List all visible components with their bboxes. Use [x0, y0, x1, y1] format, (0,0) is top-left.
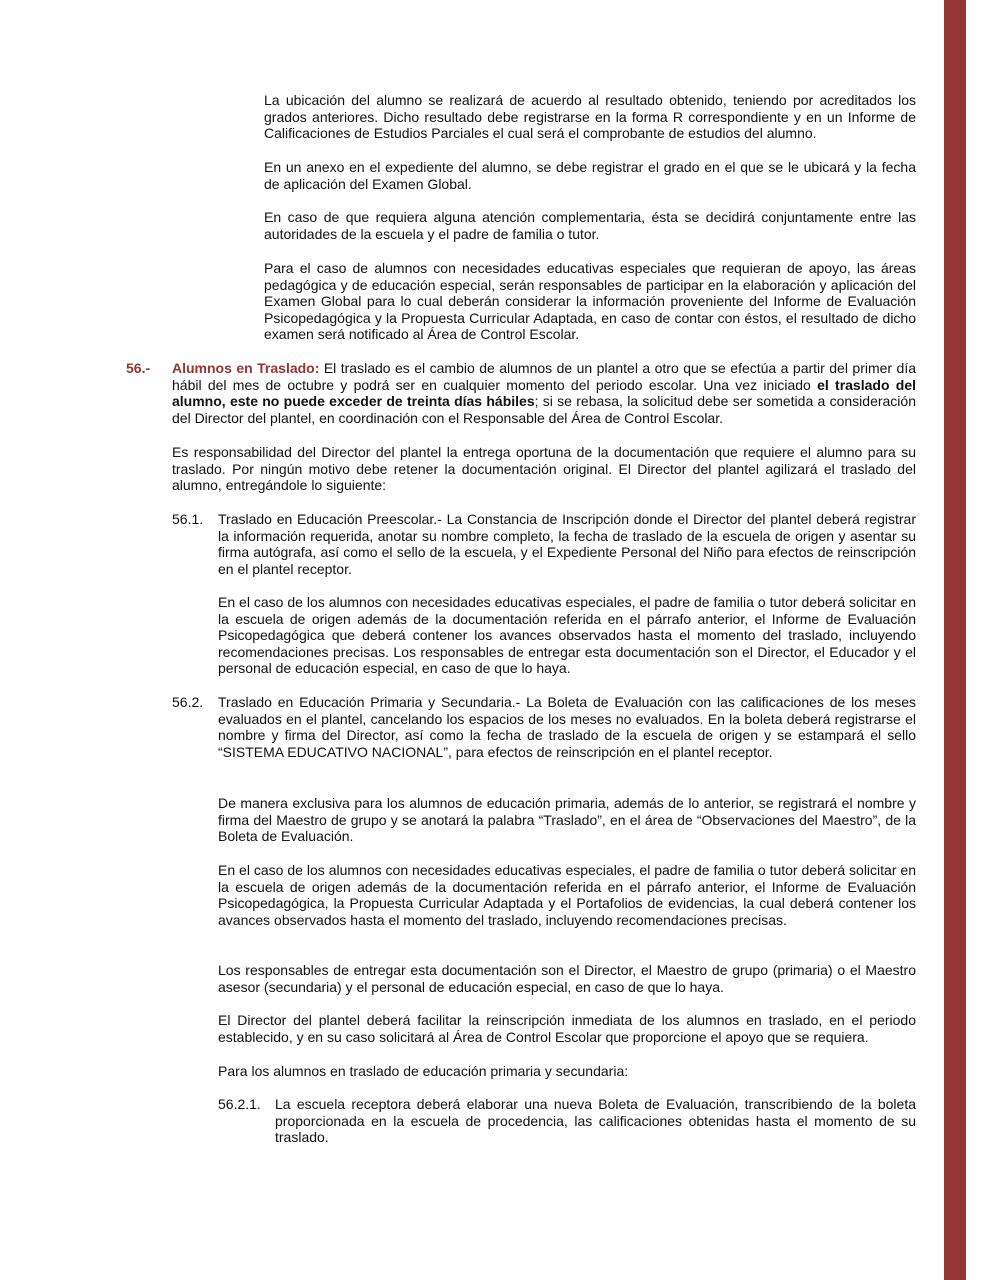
item-56-2-paragraph-2: De manera exclusiva para los alumnos de educación primaria, además de lo anterior, se registrará el nombre y firma del Maestro de grupo y se anotará la palabra “Traslado”, en el área de “Observaciones del Maestro”, de la Boleta de Evaluación. [218, 795, 916, 845]
item-56-2-paragraph-6: Para los alumnos en traslado de educación primaria y secundaria: [218, 1063, 629, 1079]
item-56-2-number: 56.2. [172, 694, 204, 710]
section-paragraph-1 [172, 360, 916, 426]
item-56-2-paragraph-1: Traslado en Educación Primaria y Secundaria.- La Boleta de Evaluación con las calificaciones de los meses evaluados en el plantel, cancelando los espacios de los meses no evaluados. En la boleta deberá registrarse el nombre y firma del Director, así como la fecha de traslado de la escuela de origen y se estampará el sello “SISTEMA EDUCATIVO NACIONAL”, para efectos de reinscripción en el plantel receptor. [218, 694, 916, 760]
decorative-side-bar [944, 0, 966, 1280]
section-text-b: ; si se rebasa, la solicitud debe ser sometida a consideración del Director del plantel, en coordinación con el Responsable del Área de Control Escolar. [172, 393, 916, 426]
item-56-1-number: 56.1. [172, 511, 204, 527]
intro-paragraph-2: En un anexo en el expediente del alumno, se debe registrar el grado en el que se le ubicará y la fecha de aplicación del Examen Global. [264, 159, 916, 192]
intro-paragraph-4: Para el caso de alumnos con necesidades educativas especiales que requieran de apoyo, las áreas pedagógica y de educación especial, serán responsables de participar en la elaboración y aplicación del Examen Global para lo cual deberán considerar la información proveniente del Informe de Evaluación Psicopedagógica y la Propuesta Curricular Adaptada, en caso de contar con éstos, el resultado de dicho examen será notificado al Área de Control Escolar. [264, 260, 916, 343]
item-56-2-paragraph-3: En el caso de los alumnos con necesidades educativas especiales, el padre de familia o tutor deberá solicitar en la escuela de origen además de la documentación referida en el párrafo anterior, el Informe de Evaluación Psicopedagógica, la Propuesta Curricular Adaptada y el Portafolios de evidencias, la cual deberá contener los avances observados hasta el momento del traslado, incluyendo recomendaciones precisas. [218, 862, 916, 928]
item-56-2-1-number: 56.2.1. [218, 1096, 261, 1112]
intro-paragraph-3: En caso de que requiera alguna atención complementaria, ésta se decidirá conjuntamente entre las autoridades de la escuela y el padre de familia o tutor. [264, 209, 916, 242]
section-number: 56.- [126, 360, 151, 376]
item-56-2-1-text: La escuela receptora deberá elaborar una nueva Boleta de Evaluación, transcribiendo de la boleta proporcionada en la escuela de procedencia, las calificaciones obtenidas hasta el momento de su traslado. [275, 1096, 916, 1146]
section-paragraph-2: Es responsabilidad del Director del plantel la entrega oportuna de la documentación que requiere el alumno para su traslado. Por ningún motivo debe retener la documentación original. El Director del plantel agilizará el traslado del alumno, entregándole lo siguiente: [172, 444, 916, 494]
item-56-1-paragraph-1: Traslado en Educación Preescolar.- La Constancia de Inscripción donde el Director del plantel deberá registrar la información requerida, anotar su nombre completo, la fecha de traslado de la escuela de origen y asentar su firma autógrafa, así como el sello de la escuela, y el Expediente Personal del Niño para efectos de reinscripción en el plantel receptor. [218, 511, 916, 577]
section-text-a: El traslado es el cambio de alumnos de un plantel a otro que se efectúa a partir del primer día hábil del mes de octubre y podrá ser en cualquier momento del periodo escolar. Una vez iniciado [172, 360, 916, 393]
intro-paragraph-1: La ubicación del alumno se realizará de acuerdo al resultado obtenido, teniendo por acreditados los grados anteriores. Dicho resultado debe registrarse en la forma R correspondiente y en un Informe de Calificaciones de Estudios Parciales el cual será el comprobante de estudios del alumno. [264, 92, 916, 142]
section-text-bold: el traslado del alumno, este no puede exceder de treinta días hábiles [172, 376, 916, 410]
item-56-1-paragraph-2: En el caso de los alumnos con necesidades educativas especiales, el padre de familia o tutor deberá solicitar en la escuela de origen además de la documentación referida en el párrafo anterior, el Informe de Evaluación Psicopedagógica que deberá contener los avances observados hasta el momento del traslado, incluyendo recomendaciones precisas. Los responsables de entregar esta documentación son el Director, el Educador y el personal de educación especial, en caso de que lo haya. [218, 594, 916, 677]
section-title: Alumnos en Traslado: [172, 360, 320, 376]
item-56-2-paragraph-5: El Director del plantel deberá facilitar la reinscripción inmediata de los alumnos en traslado, en el periodo establecido, y en su caso solicitará al Área de Control Escolar que proporcione el apoyo que se requiera. [218, 1012, 916, 1045]
item-56-2-paragraph-4: Los responsables de entregar esta documentación son el Director, el Maestro de grupo (primaria) o el Maestro asesor (secundaria) y el personal de educación especial, en caso de que lo haya. [218, 962, 916, 995]
